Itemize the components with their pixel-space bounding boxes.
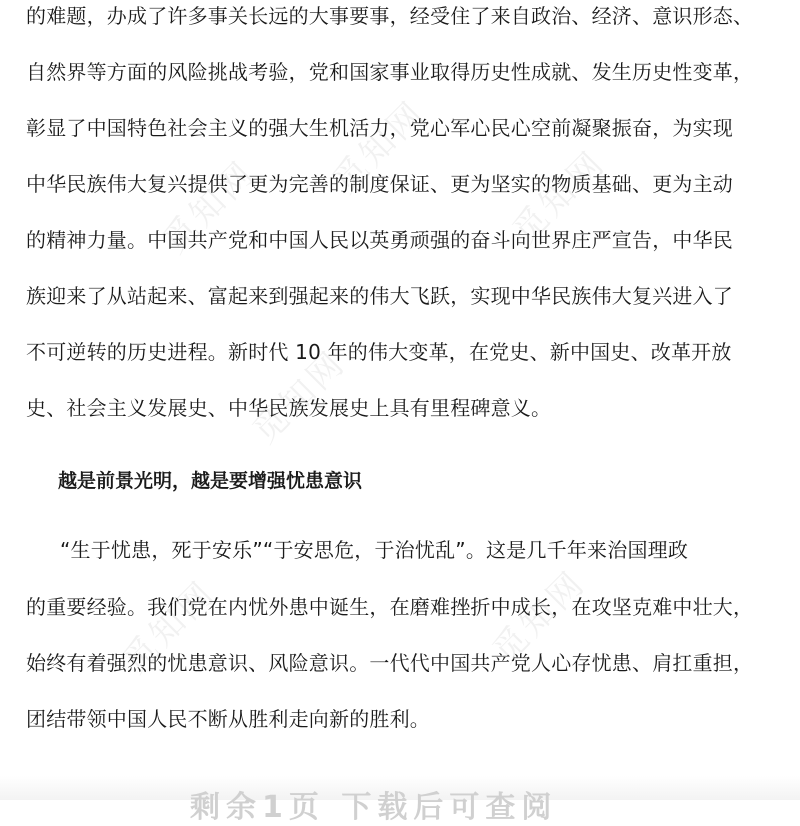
watermark: 觅知网 <box>245 342 354 452</box>
paragraph-line: 中华民族伟大复兴提供了更为完善的制度保证、更为坚实的物质基础、更为主动 <box>26 172 733 196</box>
paragraph-line: 史、社会主义发展史、中华民族发展史上具有里程碑意义。 <box>26 396 552 420</box>
download-prompt[interactable]: 剩余1页 下载后可查阅 <box>190 790 558 825</box>
paragraph-line: 族迎来了从站起来、富起来到强起来的伟大飞跃，实现中华民族伟大复兴进入了 <box>26 284 733 308</box>
paragraph-line: 不可逆转的历史进程。新时代 10 年的伟大变革，在党史、新中国史、改革开放 <box>26 340 732 364</box>
paragraph-line: 的难题，办成了许多事关长远的大事要事，经受住了来自政治、经济、意识形态、 <box>26 4 754 28</box>
paragraph-line: 的重要经验。我们党在内忧外患中诞生，在磨难挫折中成长，在攻坚克难中壮大， <box>26 595 754 619</box>
paragraph-line: “生于忧患，死于安乐”“于安思危，于治忧乱”。这是几千年来治国理政 <box>60 538 689 562</box>
watermark: 觅知网 <box>505 142 614 252</box>
paragraph-line: 团结带领中国人民不断从胜利走向新的胜利。 <box>26 707 430 731</box>
section-heading: 越是前景光明，越是要增强忧患意识 <box>58 470 363 492</box>
watermark: 觅知网 <box>325 92 434 202</box>
paragraph-line: 彰显了中国特色社会主义的强大生机活力，党心军心民心空前凝聚振奋，为实现 <box>26 116 733 140</box>
watermark: 觅知网 <box>485 562 594 672</box>
paragraph-line: 始终有着强烈的忧患意识、风险意识。一代代中国共产党人心存忧患、肩扛重担， <box>26 651 754 675</box>
watermark: 觅知网 <box>155 152 264 262</box>
watermark: 觅知网 <box>115 572 224 682</box>
paragraph-line: 的精神力量。中国共产党和中国人民以英勇顽强的奋斗向世界庄严宣告，中华民 <box>26 228 733 252</box>
paragraph-line: 自然界等方面的风险挑战考验，党和国家事业取得历史性成就、发生历史性变革， <box>26 60 754 84</box>
